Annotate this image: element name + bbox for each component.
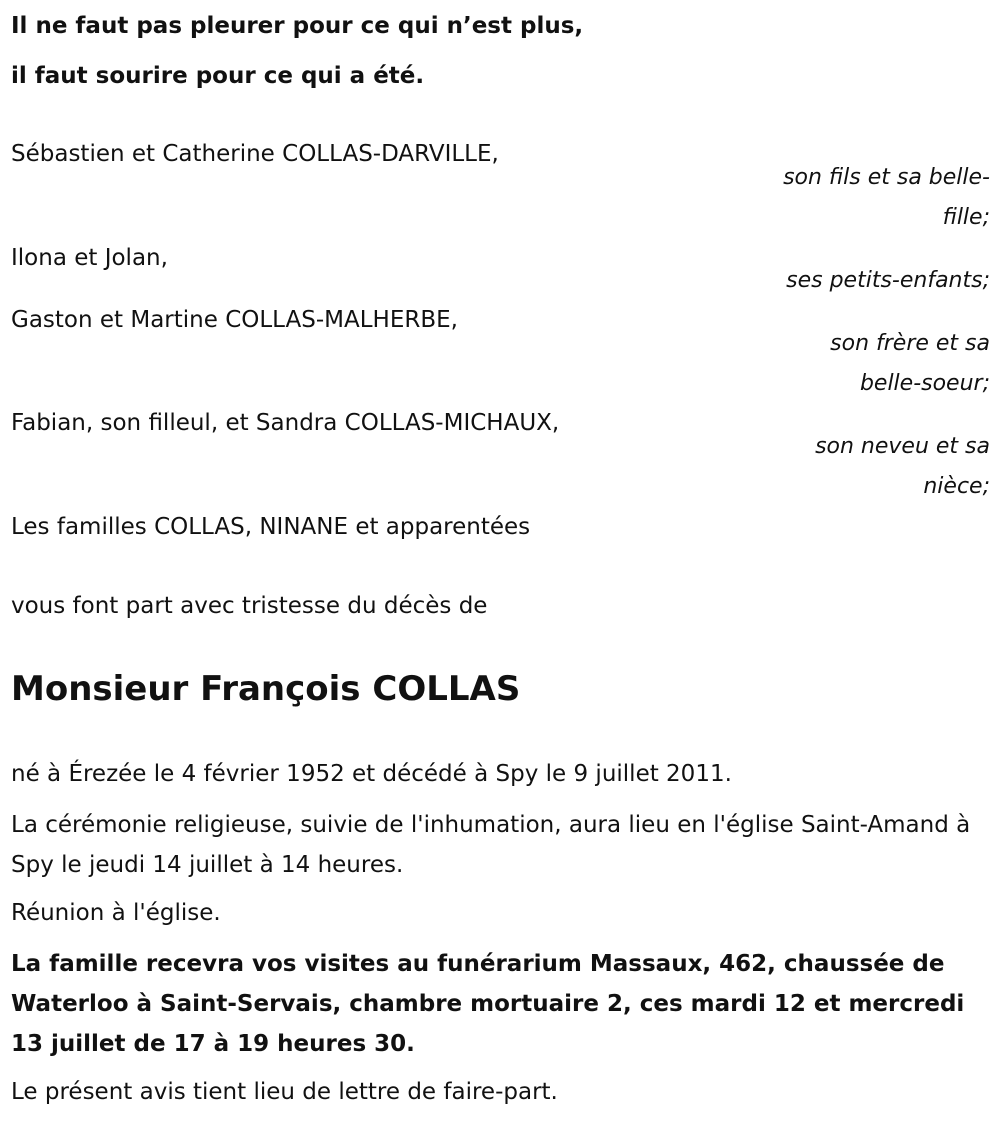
family-relation-4 bbox=[815, 427, 990, 507]
meeting-line: Réunion à l'église. bbox=[11, 900, 221, 926]
families-line: Les familles COLLAS, NINANE et apparentées bbox=[11, 514, 531, 540]
family-relation-4-line-1: son neveu et sa bbox=[815, 434, 990, 459]
family-relation-1-line-1: son fils et sa belle- bbox=[783, 165, 990, 190]
announce-line: vous font part avec tristesse du décès de bbox=[11, 593, 488, 619]
ceremony-paragraph: La cérémonie religieuse, suivie de l'inhumation, aura lieu en l'église Saint-Amand à Spy le jeudi 14 juillet à 14 heures. bbox=[11, 812, 971, 878]
family-relation-3 bbox=[830, 324, 990, 404]
family-names-4: Fabian, son filleul, et Sandra COLLAS-MICHAUX, bbox=[11, 410, 560, 436]
family-relation-2: ses petits-enfants; bbox=[786, 268, 990, 293]
deceased-name: Monsieur François COLLAS bbox=[11, 669, 521, 709]
birth-death-line: né à Érezée le 4 février 1952 et décédé à Spy le 9 juillet 2011. bbox=[11, 761, 732, 787]
notice-line: Le présent avis tient lieu de lettre de faire-part. bbox=[11, 1079, 558, 1105]
family-names-3: Gaston et Martine COLLAS-MALHERBE, bbox=[11, 307, 458, 333]
quote-line-2: il faut sourire pour ce qui a été. bbox=[11, 63, 425, 89]
visits-paragraph: La famille recevra vos visites au funérarium Massaux, 462, chaussée de Waterloo à Saint-Servais, chambre mortuaire 2, ces mardi 12 et mercredi 13 juillet de 17 à 19 heures 30. bbox=[11, 951, 965, 1057]
family-relation-3-line-1: son frère et sa bbox=[830, 331, 990, 356]
family-relation-1-line-2: fille; bbox=[942, 205, 990, 230]
family-names-2: Ilona et Jolan, bbox=[11, 245, 168, 271]
quote-line-1: Il ne faut pas pleurer pour ce qui n’est plus, bbox=[11, 13, 584, 39]
family-relation-4-line-2: nièce; bbox=[923, 474, 990, 499]
family-names-1: Sébastien et Catherine COLLAS-DARVILLE, bbox=[11, 141, 499, 167]
family-relation-1 bbox=[783, 158, 990, 238]
family-relation-3-line-2: belle-soeur; bbox=[859, 371, 990, 396]
